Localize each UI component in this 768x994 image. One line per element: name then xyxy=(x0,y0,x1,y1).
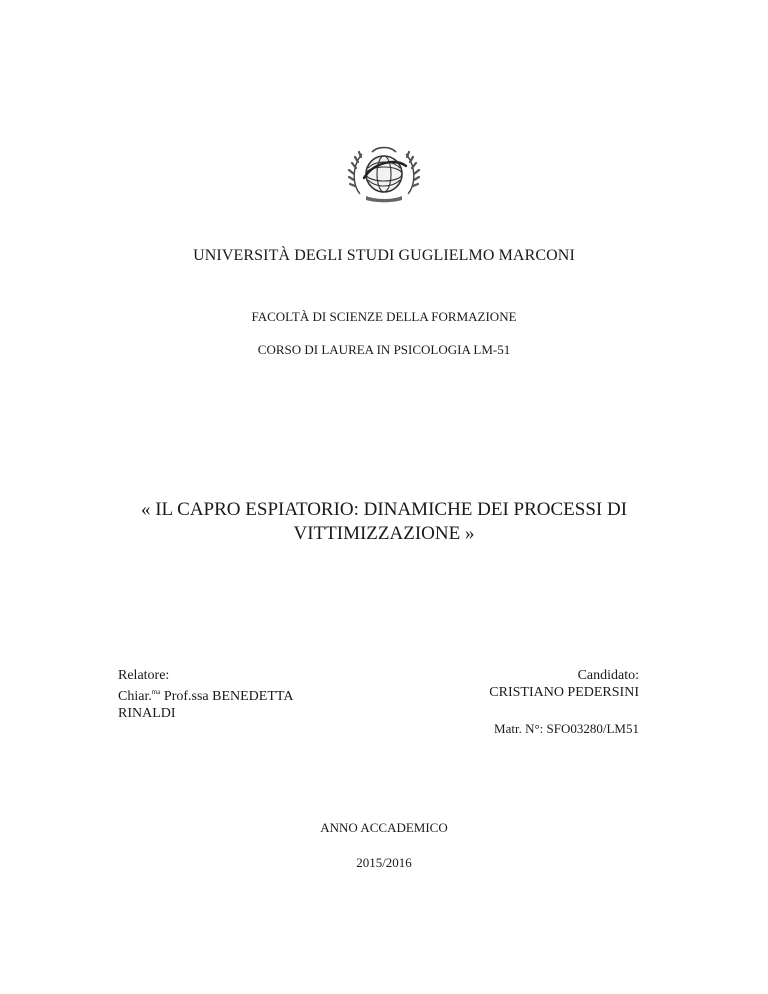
supervisor-name-line2: RINALDI xyxy=(118,706,176,721)
academic-year-label: ANNO ACCADEMICO xyxy=(320,820,448,835)
course-name: CORSO DI LAUREA IN PSICOLOGIA LM-51 xyxy=(257,342,511,357)
supervisor-name: Prof.ssa BENEDETTA xyxy=(160,689,294,704)
supervisor-honorific-sup: ma xyxy=(151,688,161,696)
supervisor-honorific: Chiar. xyxy=(118,689,152,704)
candidate-block xyxy=(489,667,639,701)
faculty-name: FACOLTÀ DI SCIENZE DELLA FORMAZIONE xyxy=(251,309,517,324)
candidate-name: CRISTIANO PEDERSINI xyxy=(489,685,639,700)
academic-year: 2015/2016 xyxy=(356,855,412,870)
candidate-matricola: Matr. N°: SFO03280/LM51 xyxy=(494,721,639,736)
thesis-title: « IL CAPRO ESPIATORIO: DINAMICHE DEI PROCESSI DI VITTIMIZZAZIONE » xyxy=(140,499,628,544)
supervisor-label: Relatore: xyxy=(118,668,170,683)
supervisor-block xyxy=(118,667,293,722)
candidate-label: Candidato: xyxy=(577,668,639,683)
university-name: UNIVERSITÀ DEGLI STUDI GUGLIELMO MARCONI xyxy=(193,247,575,264)
university-seal-icon xyxy=(346,140,422,204)
supervisor-name-line1 xyxy=(118,684,293,705)
